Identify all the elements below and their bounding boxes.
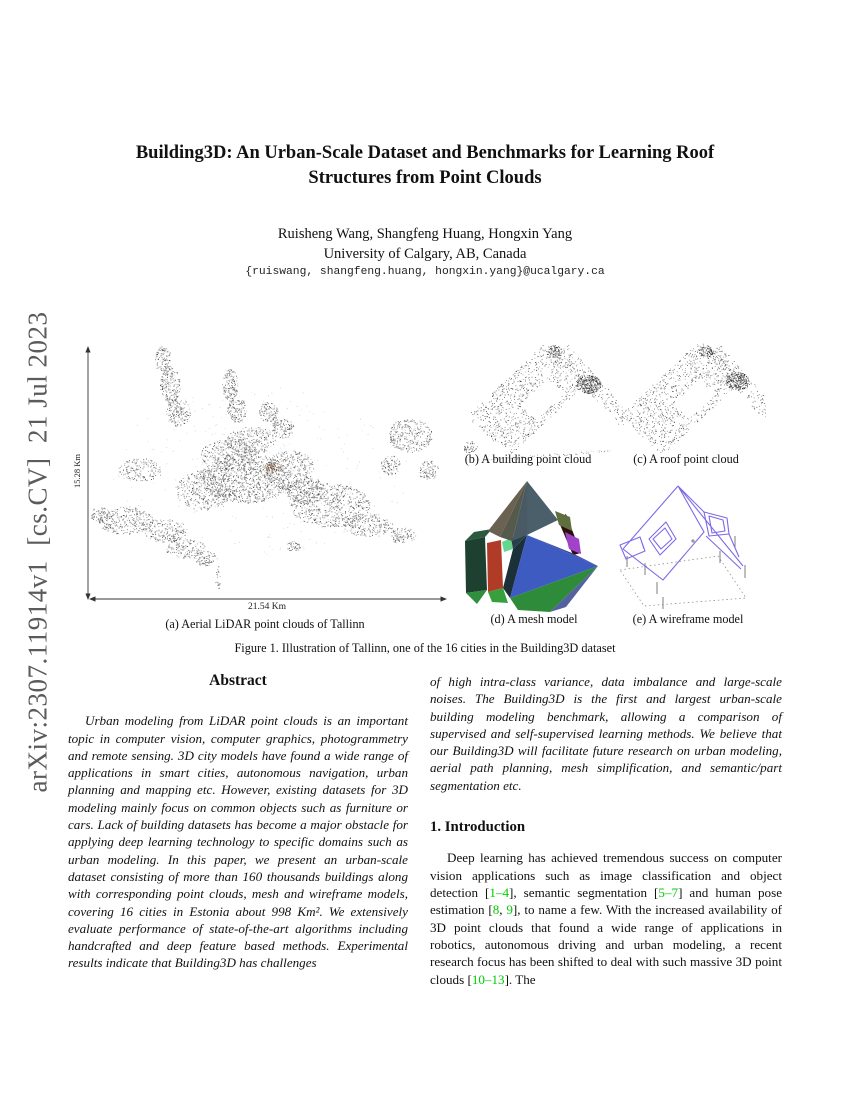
caption-a: (a) Aerial LiDAR point clouds of Tallinn [165, 617, 365, 631]
text-run: , [499, 902, 507, 918]
caption-e: (e) A wireframe model [632, 612, 744, 626]
authors: Ruisheng Wang, Shangfeng Huang, Hongxin Yang [277, 226, 573, 242]
mesh-model-figure [455, 478, 610, 618]
text-run: ], to name a few. With the increased availability of 3D point clouds that found a wide range of applications in robotics, autonomous driving and urban modeling, a recent research focus has been shifted to deal with such massive 3D point clouds [ [430, 902, 782, 987]
arxiv-watermark: arXiv:2307.11914v1 [cs.CV] 21 Jul 2023 [22, 311, 53, 793]
figure-caption: Figure 1. Illustration of Tallinn, one of the 16 cities in the Building3D dataset [234, 641, 616, 655]
left-column [68, 672, 408, 972]
abstract-heading: Abstract [209, 672, 267, 689]
caption-c: (c) A roof point cloud [633, 452, 739, 466]
text-run: ]. The [504, 971, 536, 987]
author-emails: {ruiswang, shangfeng.huang, hongxin.yang}@ucalgary.ca [245, 266, 605, 278]
citation-link[interactable]: 9 [506, 902, 513, 918]
introduction-paragraph [430, 849, 782, 987]
abstract-paragraph-col2: of high intra-class variance, data imbalance and large-scale noises. The Building3D is the first and largest urban-scale building modeling benchmark, allowing a comparison of supervised and self-supervised learning methods. We believe that our Building3D will facilitate future research on urban modeling, aerial path planning, mesh simplification, and semantic/part segmentation etc. [430, 674, 782, 793]
paper-title-line2: Structures from Point Clouds [308, 168, 542, 188]
text-run: ] and human pose estimation [ [430, 885, 783, 918]
text-run: ], semantic segmentation [ [509, 885, 659, 901]
citation-link[interactable]: 5–7 [658, 885, 679, 901]
horizontal-scale-label: 21.54 Km [248, 602, 286, 612]
building-point-cloud-canvas [452, 328, 624, 460]
citation-link[interactable]: 8 [492, 902, 500, 918]
text-run: Deep learning has achieved tremendous success on computer vision applications such as image classification and object detection [ [430, 850, 782, 901]
paper-title-line1: Building3D: An Urban-Scale Dataset and Benchmarks for Learning Roof [135, 143, 715, 163]
affiliation: University of Calgary, AB, Canada [323, 246, 527, 262]
introduction-heading: 1. Introduction [430, 819, 526, 836]
abstract-paragraph-col1: Urban modeling from LiDAR point clouds is an important topic in computer vision, computer graphics, photogrammetry and remote sensing. 3D city models have found a wide range of applications in smart cities, autonomous navigation, urban planning and mapping etc. However, existing datasets for 3D modeling mainly focus on common objects such as furniture or cars. Lack of building datasets has become a major obstacle for applying deep learning technology to specific domains such as urban modeling. In this paper, we present an urban-scale dataset consisting of more than 160 thousands buildings along with corresponding point clouds, mesh and wireframe models, covering 16 cities in Estonia about 998 Km². We extensively evaluate performance of state-of-the-art algorithms including handcrafted and deep feature based methods. Experimental results indicate that Building3D has challenges [68, 713, 408, 971]
right-column [430, 673, 782, 1001]
caption-b: (b) A building point cloud [464, 452, 592, 466]
caption-d: (d) A mesh model [490, 612, 578, 626]
map-axes [78, 330, 458, 620]
citation-link[interactable]: 1–4 [489, 885, 510, 901]
citation-link[interactable]: 10–13 [471, 971, 505, 987]
vertical-scale-label: 15.28 Km [72, 454, 82, 488]
wireframe-model-figure [610, 478, 750, 618]
roof-point-cloud-canvas [608, 328, 766, 460]
